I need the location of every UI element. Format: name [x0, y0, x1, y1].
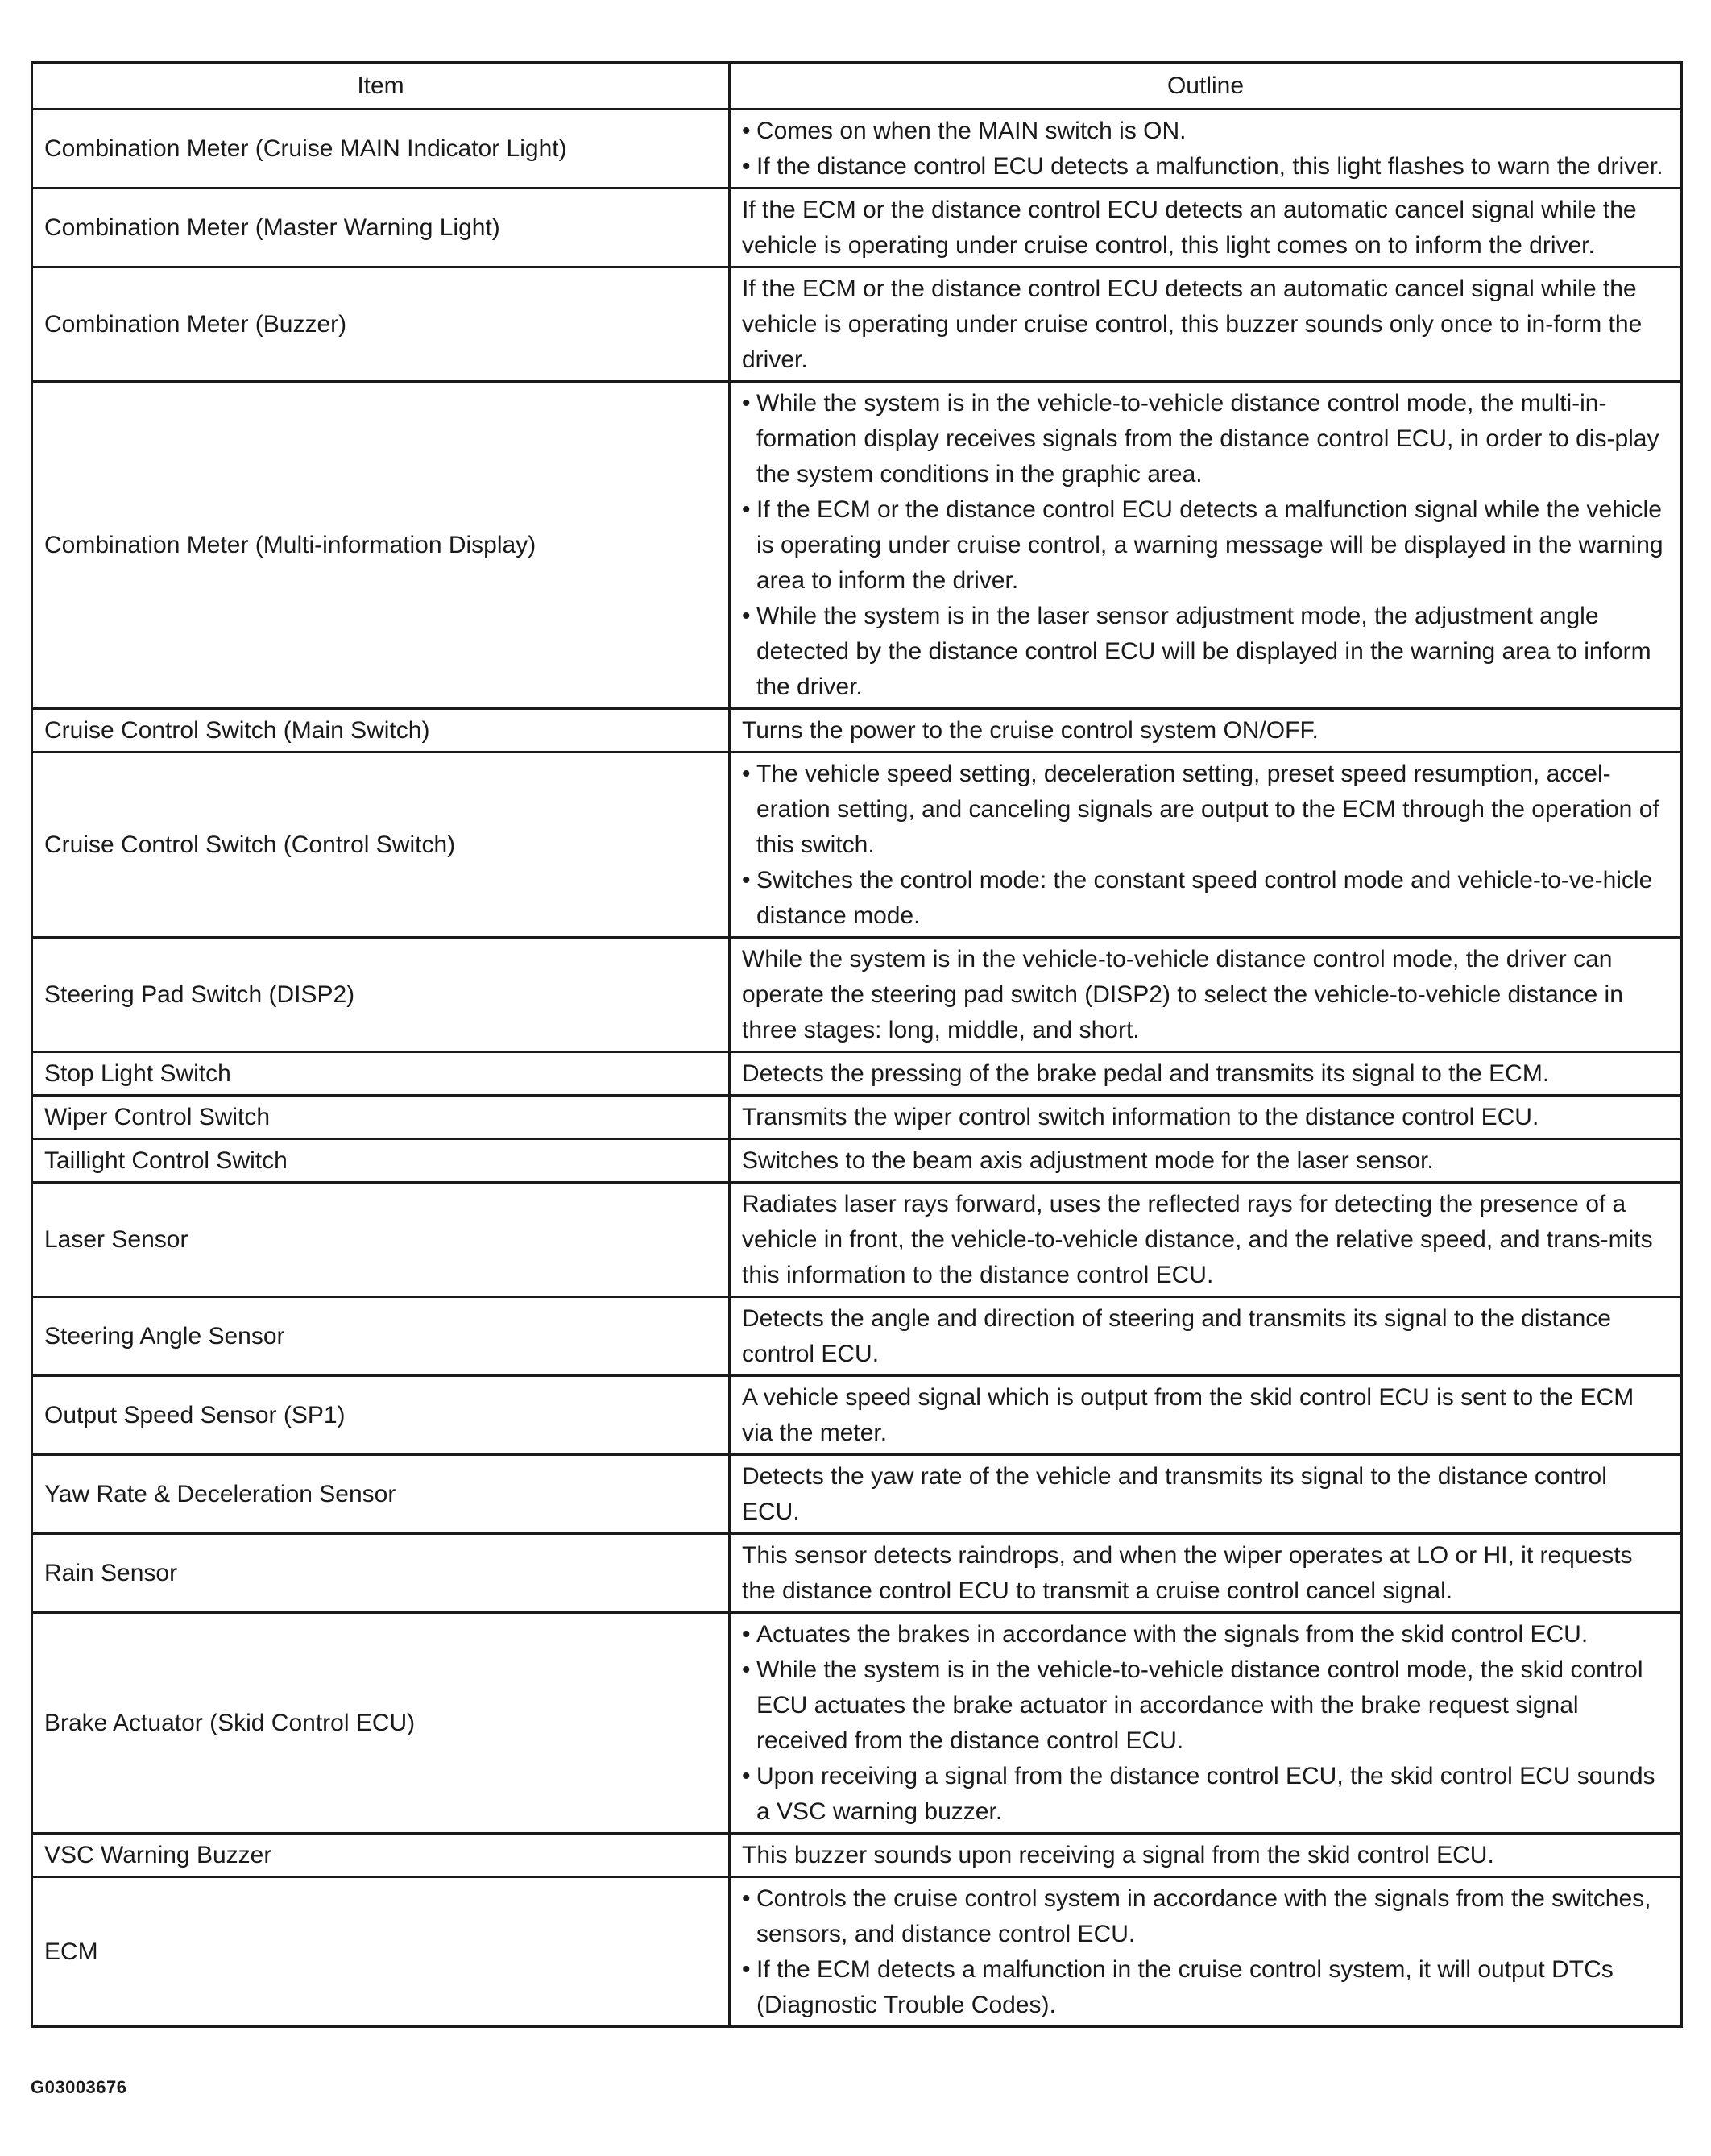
item-cell: Combination Meter (Cruise MAIN Indicator Light) — [32, 110, 730, 189]
outline-bullet-list — [742, 1617, 1669, 1830]
outline-bullet-item: • While the system is in the vehicle-to-vehicle distance control mode, the skid control ECU actuates the brake actuator in accordance with the brake request signal received from the distance control ECU. — [742, 1652, 1669, 1759]
outline-cell — [730, 1877, 1682, 2027]
component-outline-table — [31, 61, 1683, 2028]
outline-cell: This buzzer sounds upon receiving a signal from the skid control ECU. — [730, 1834, 1682, 1877]
item-cell: Combination Meter (Multi-information Display) — [32, 382, 730, 709]
outline-cell: While the system is in the vehicle-to-vehicle distance control mode, the driver can operate the steering pad switch (DISP2) to select the vehicle-to-vehicle distance in three stages: long, middle, and short. — [730, 938, 1682, 1052]
item-cell: Steering Pad Switch (DISP2) — [32, 938, 730, 1052]
outline-bullet-item: • If the distance control ECU detects a malfunction, this light flashes to warn the driver. — [742, 149, 1669, 185]
outline-cell — [730, 110, 1682, 189]
table-row — [32, 1613, 1682, 1834]
outline-bullet-item: • While the system is in the laser sensor adjustment mode, the adjustment angle detected by the distance control ECU will be displayed in the warning area to inform the driver. — [742, 599, 1669, 705]
outline-cell: Switches to the beam axis adjustment mode for the laser sensor. — [730, 1139, 1682, 1183]
outline-cell: This sensor detects raindrops, and when the wiper operates at LO or HI, it requests the distance control ECU to transmit a cruise control cancel signal. — [730, 1534, 1682, 1613]
item-cell: ECM — [32, 1877, 730, 2027]
item-cell: Combination Meter (Buzzer) — [32, 267, 730, 382]
table-row — [32, 382, 1682, 709]
table-row — [32, 938, 1682, 1052]
table-row — [32, 1052, 1682, 1096]
outline-cell: Detects the angle and direction of steering and transmits its signal to the distance control ECU. — [730, 1297, 1682, 1376]
item-cell: Output Speed Sensor (SP1) — [32, 1376, 730, 1455]
item-cell: Wiper Control Switch — [32, 1096, 730, 1139]
outline-cell: Turns the power to the cruise control system ON/OFF. — [730, 709, 1682, 753]
outline-bullet-list — [742, 1881, 1669, 2023]
outline-cell: Detects the pressing of the brake pedal and transmits its signal to the ECM. — [730, 1052, 1682, 1096]
item-cell: Laser Sensor — [32, 1183, 730, 1297]
table-body — [32, 110, 1682, 2027]
item-cell: Rain Sensor — [32, 1534, 730, 1613]
item-cell: Cruise Control Switch (Control Switch) — [32, 753, 730, 938]
table-row — [32, 1139, 1682, 1183]
table-row — [32, 1877, 1682, 2027]
outline-cell: Transmits the wiper control switch information to the distance control ECU. — [730, 1096, 1682, 1139]
table-header-row — [32, 63, 1682, 110]
outline-cell — [730, 382, 1682, 709]
outline-cell: If the ECM or the distance control ECU detects an automatic cancel signal while the vehicle is operating under cruise control, this buzzer sounds only once to in-form the driver. — [730, 267, 1682, 382]
item-cell: Stop Light Switch — [32, 1052, 730, 1096]
outline-cell: Detects the yaw rate of the vehicle and transmits its signal to the distance control ECU. — [730, 1455, 1682, 1534]
outline-bullet-item: • Switches the control mode: the constant speed control mode and vehicle-to-ve-hicle distance mode. — [742, 863, 1669, 934]
outline-cell: Radiates laser rays forward, uses the reflected rays for detecting the presence of a vehicle in front, the vehicle-to-vehicle distance, and the relative speed, and trans-mits this information to the distance control ECU. — [730, 1183, 1682, 1297]
table-row — [32, 709, 1682, 753]
outline-bullet-list — [742, 386, 1669, 705]
table-row — [32, 1534, 1682, 1613]
table-row — [32, 1834, 1682, 1877]
outline-bullet-item: • Actuates the brakes in accordance with the signals from the skid control ECU. — [742, 1617, 1669, 1652]
table-row — [32, 1455, 1682, 1534]
table-row — [32, 1297, 1682, 1376]
outline-bullet-item: • The vehicle speed setting, deceleration setting, preset speed resumption, accel-eration setting, and canceling signals are output to the ECM through the operation of this switch. — [742, 757, 1669, 863]
outline-bullet-item: • Controls the cruise control system in accordance with the signals from the switches, sensors, and distance control ECU. — [742, 1881, 1669, 1952]
outline-bullet-item: • Upon receiving a signal from the distance control ECU, the skid control ECU sounds a VSC warning buzzer. — [742, 1759, 1669, 1830]
item-cell: Steering Angle Sensor — [32, 1297, 730, 1376]
column-header-outline: Outline — [730, 63, 1682, 110]
item-cell: Cruise Control Switch (Main Switch) — [32, 709, 730, 753]
outline-cell — [730, 753, 1682, 938]
table-row — [32, 267, 1682, 382]
table-row — [32, 1096, 1682, 1139]
outline-bullet-list — [742, 114, 1669, 185]
outline-bullet-item: • While the system is in the vehicle-to-vehicle distance control mode, the multi-in-formation display receives signals from the distance control ECU, in order to dis-play the system conditions in the graphic area. — [742, 386, 1669, 492]
table-row — [32, 753, 1682, 938]
item-cell: VSC Warning Buzzer — [32, 1834, 730, 1877]
column-header-item: Item — [32, 63, 730, 110]
outline-bullet-item: • If the ECM detects a malfunction in the cruise control system, it will output DTCs (Diagnostic Trouble Codes). — [742, 1952, 1669, 2023]
outline-bullet-item: • If the ECM or the distance control ECU detects a malfunction signal while the vehicle is operating under cruise control, a warning message will be displayed in the warning area to inform the driver. — [742, 492, 1669, 599]
item-cell: Taillight Control Switch — [32, 1139, 730, 1183]
outline-bullet-item: • Comes on when the MAIN switch is ON. — [742, 114, 1669, 149]
outline-cell: If the ECM or the distance control ECU detects an automatic cancel signal while the vehicle is operating under cruise control, this light comes on to inform the driver. — [730, 189, 1682, 267]
item-cell: Brake Actuator (Skid Control ECU) — [32, 1613, 730, 1834]
table-row — [32, 189, 1682, 267]
item-cell: Combination Meter (Master Warning Light) — [32, 189, 730, 267]
table-row — [32, 1183, 1682, 1297]
figure-code: G03003676 — [31, 2077, 127, 2097]
table-row — [32, 110, 1682, 189]
outline-cell: A vehicle speed signal which is output from the skid control ECU is sent to the ECM via the meter. — [730, 1376, 1682, 1455]
table-row — [32, 1376, 1682, 1455]
outline-bullet-list — [742, 757, 1669, 934]
outline-cell — [730, 1613, 1682, 1834]
item-cell: Yaw Rate & Deceleration Sensor — [32, 1455, 730, 1534]
